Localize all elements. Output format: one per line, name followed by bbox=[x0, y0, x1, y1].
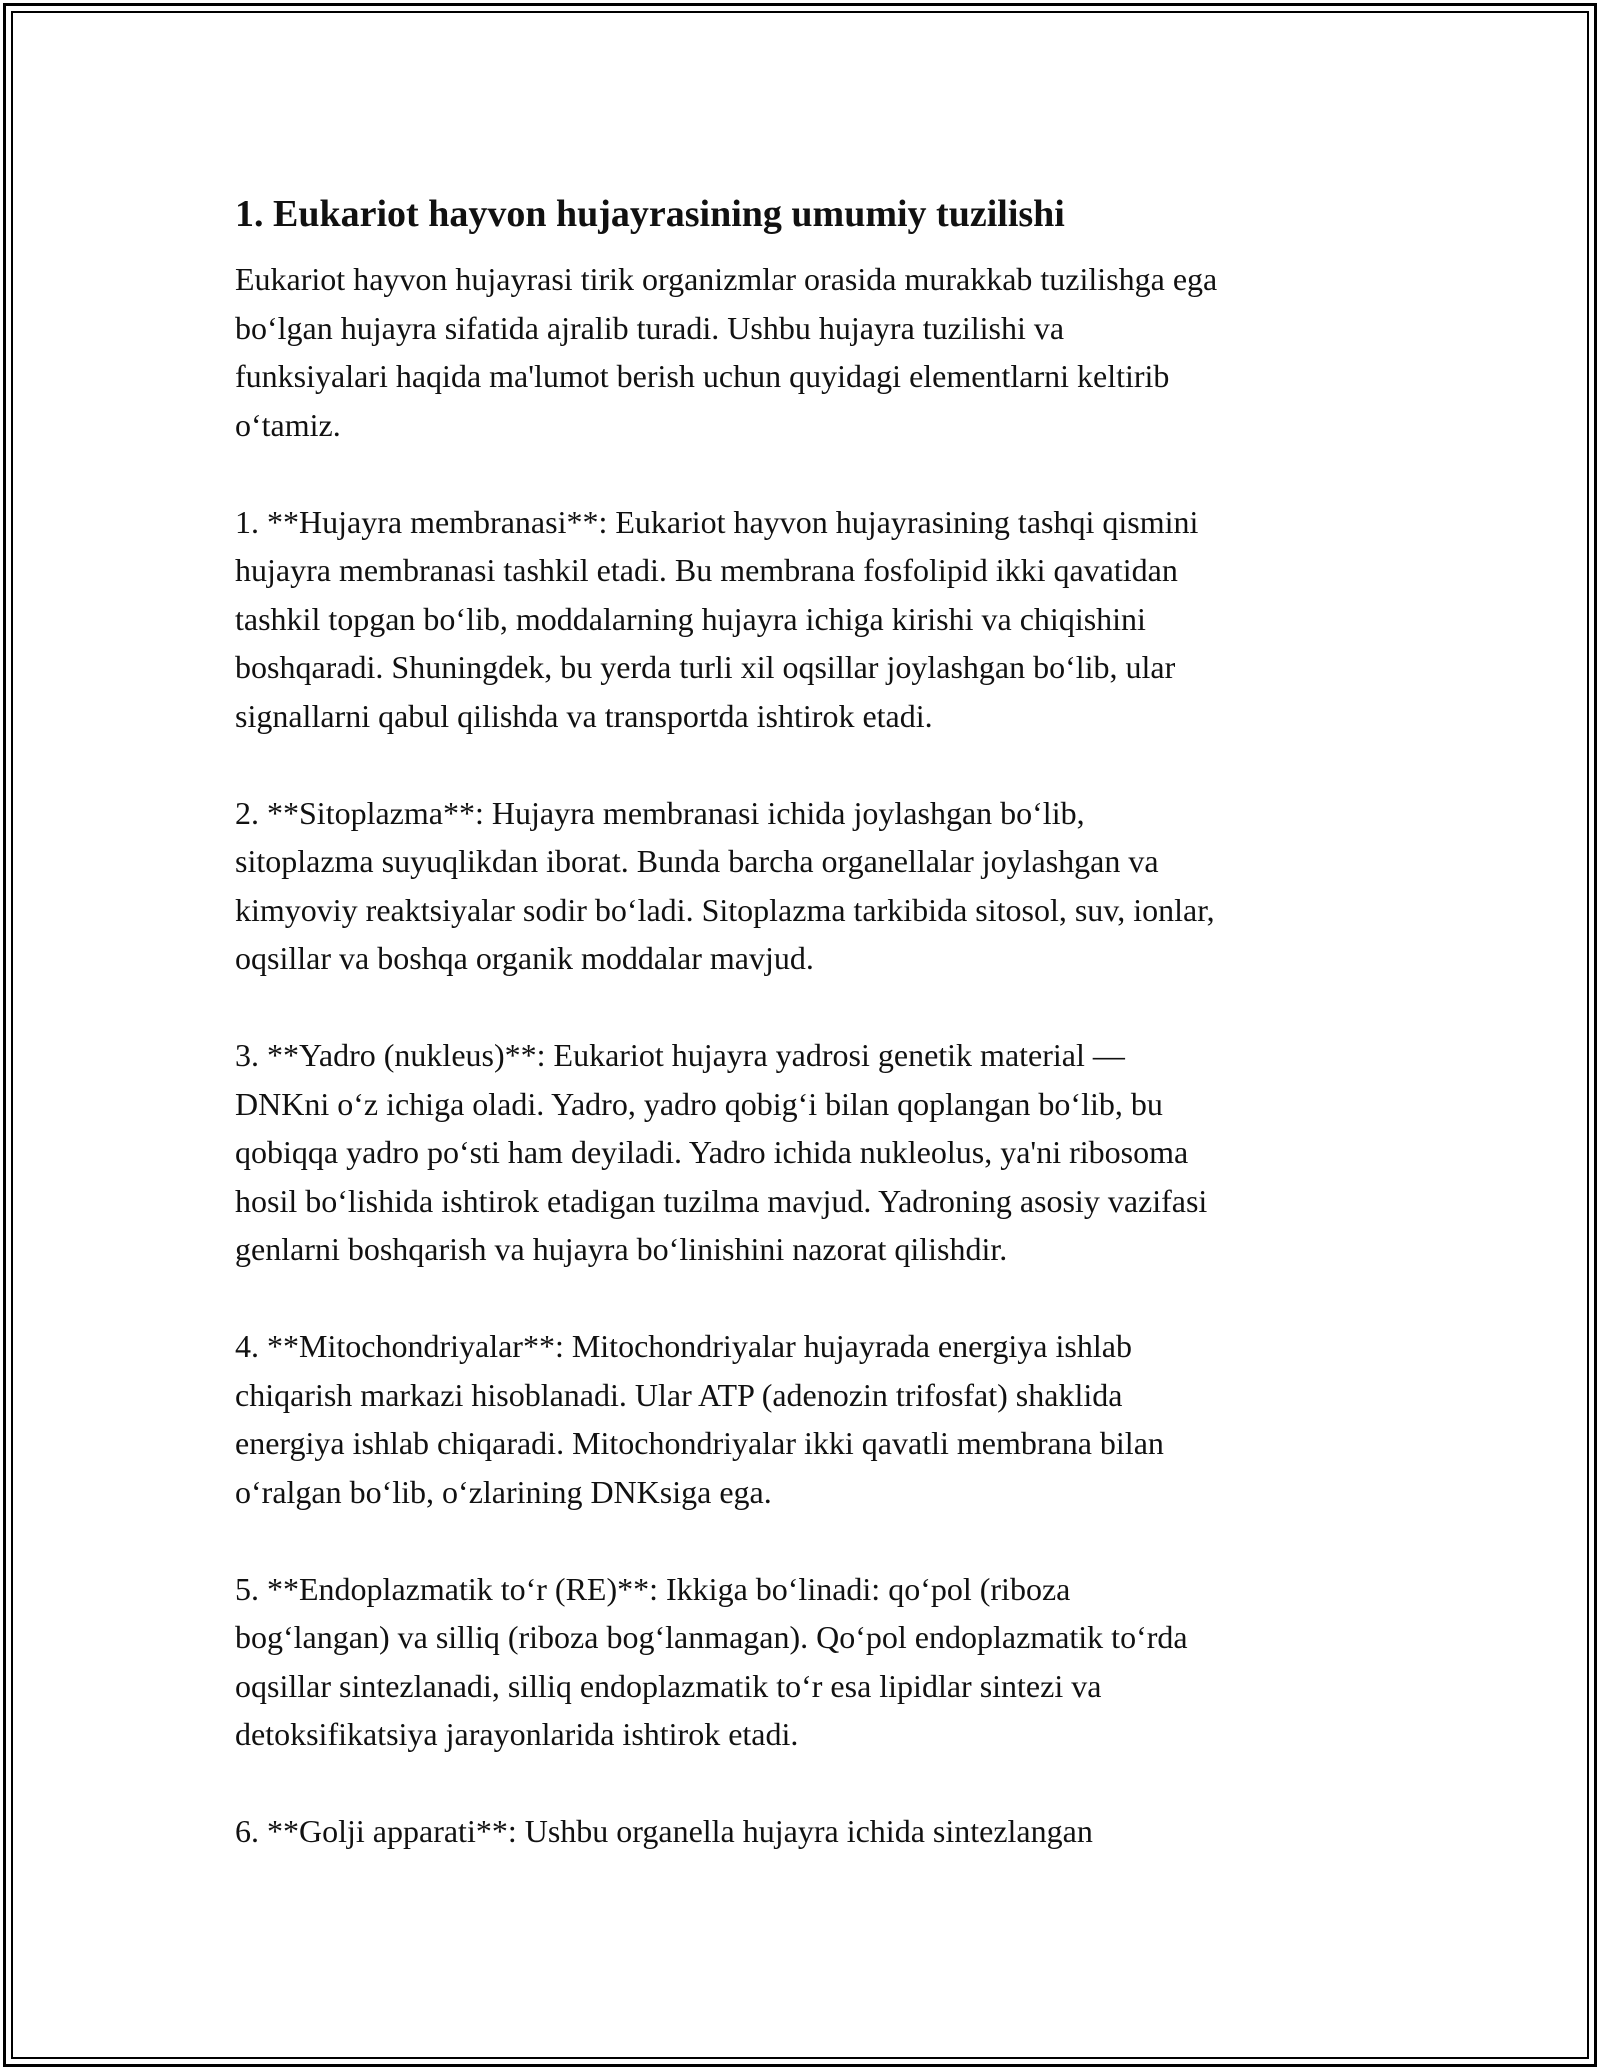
text-line: 6. **Golji apparati**: Ushbu organella hujayra ichida sintezlangan bbox=[235, 1813, 1093, 1849]
document-title: 1. Eukariot hayvon hujayrasining umumiy tuzilishi bbox=[235, 193, 1065, 235]
text-line: DNKni o‘z ichiga oladi. Yadro, yadro qobig‘i bilan qoplangan bo‘lib, bu bbox=[235, 1085, 1163, 1122]
text-line: hujayra membranasi tashkil etadi. Bu membrana fosfolipid ikki qavatidan bbox=[235, 552, 1178, 588]
paragraph-cytoplasm bbox=[235, 789, 1375, 983]
text-line: qobiqqa yadro po‘sti ham deyiladi. Yadro ichida nukleolus, ya'ni ribosoma bbox=[235, 1134, 1189, 1170]
text-line: 1. **Hujayra membranasi**: Eukariot hayvon hujayrasining tashqi qismini bbox=[235, 503, 1199, 540]
paragraph-cell-membrane bbox=[235, 498, 1375, 741]
text-line: signallarni qabul qilishda va transportda ishtirok etadi. bbox=[235, 697, 933, 734]
paragraph-nucleus bbox=[235, 1031, 1375, 1274]
text-line: chiqarish markazi hisoblanadi. Ular ATP (adenozin trifosfat) shaklida bbox=[235, 1376, 1123, 1413]
text-line: 3. **Yadro (nukleus)**: Eukariot hujayra yadrosi genetik material — bbox=[235, 1037, 1125, 1073]
text-line: 4. **Mitochondriyalar**: Mitochondriyalar hujayrada energiya ishlab bbox=[235, 1328, 1132, 1364]
text-line: bo‘lgan hujayra sifatida ajralib turadi. Ushbu hujayra tuzilishi va bbox=[235, 309, 1065, 346]
text-line: oqsillar va boshqa organik moddalar mavjud. bbox=[235, 940, 814, 976]
text-line: bog‘langan) va silliq (riboza bog‘lanmagan). Qo‘pol endoplazmatik to‘rda bbox=[235, 1619, 1188, 1655]
text-line: oqsillar sintezlanadi, silliq endoplazmatik to‘r esa lipidlar sintezi va bbox=[235, 1667, 1102, 1704]
text-line: energiya ishlab chiqaradi. Mitochondriyalar ikki qavatli membrana bilan bbox=[235, 1425, 1164, 1461]
paragraph-endoplasmic-reticulum bbox=[235, 1565, 1375, 1759]
text-line: sitoplazma suyuqlikdan iborat. Bunda barcha organellalar joylashgan va bbox=[235, 843, 1159, 879]
text-line: detoksifikatsiya jarayonlarida ishtirok etadi. bbox=[235, 1716, 799, 1752]
text-line: 2. **Sitoplazma**: Hujayra membranasi ichida joylashgan bo‘lib, bbox=[235, 794, 1085, 831]
text-line: o‘ralgan bo‘lib, o‘zlarining DNKsiga ega. bbox=[235, 1473, 772, 1510]
text-line: boshqaradi. Shuningdek, bu yerda turli xil oqsillar joylashgan bo‘lib, ular bbox=[235, 649, 1176, 685]
paragraph-golgi-apparatus bbox=[235, 1807, 1375, 1856]
text-line: Eukariot hayvon hujayrasi tirik organizmlar orasida murakkab tuzilishga ega bbox=[235, 261, 1218, 297]
text-line: o‘tamiz. bbox=[235, 406, 341, 443]
document-body bbox=[235, 185, 1375, 1904]
text-line: hosil bo‘lishida ishtirok etadigan tuzilma mavjud. Yadroning asosiy vazifasi bbox=[235, 1182, 1208, 1219]
text-line: 5. **Endoplazmatik to‘r (RE)**: Ikkiga bo‘linadi: qo‘pol (riboza bbox=[235, 1570, 1071, 1607]
text-line: tashkil topgan bo‘lib, moddalarning hujayra ichiga kirishi va chiqishini bbox=[235, 600, 1146, 637]
paragraph-mitochondria bbox=[235, 1322, 1375, 1516]
text-line: funksiyalari haqida ma'lumot berish uchun quyidagi elementlarni keltirib bbox=[235, 358, 1170, 394]
text-line: kimyoviy reaktsiyalar sodir bo‘ladi. Sitoplazma tarkibida sitosol, suv, ionlar, bbox=[235, 891, 1215, 928]
intro-paragraph bbox=[235, 255, 1375, 449]
text-line: genlarni boshqarish va hujayra bo‘linishini nazorat qilishdir. bbox=[235, 1231, 1008, 1267]
